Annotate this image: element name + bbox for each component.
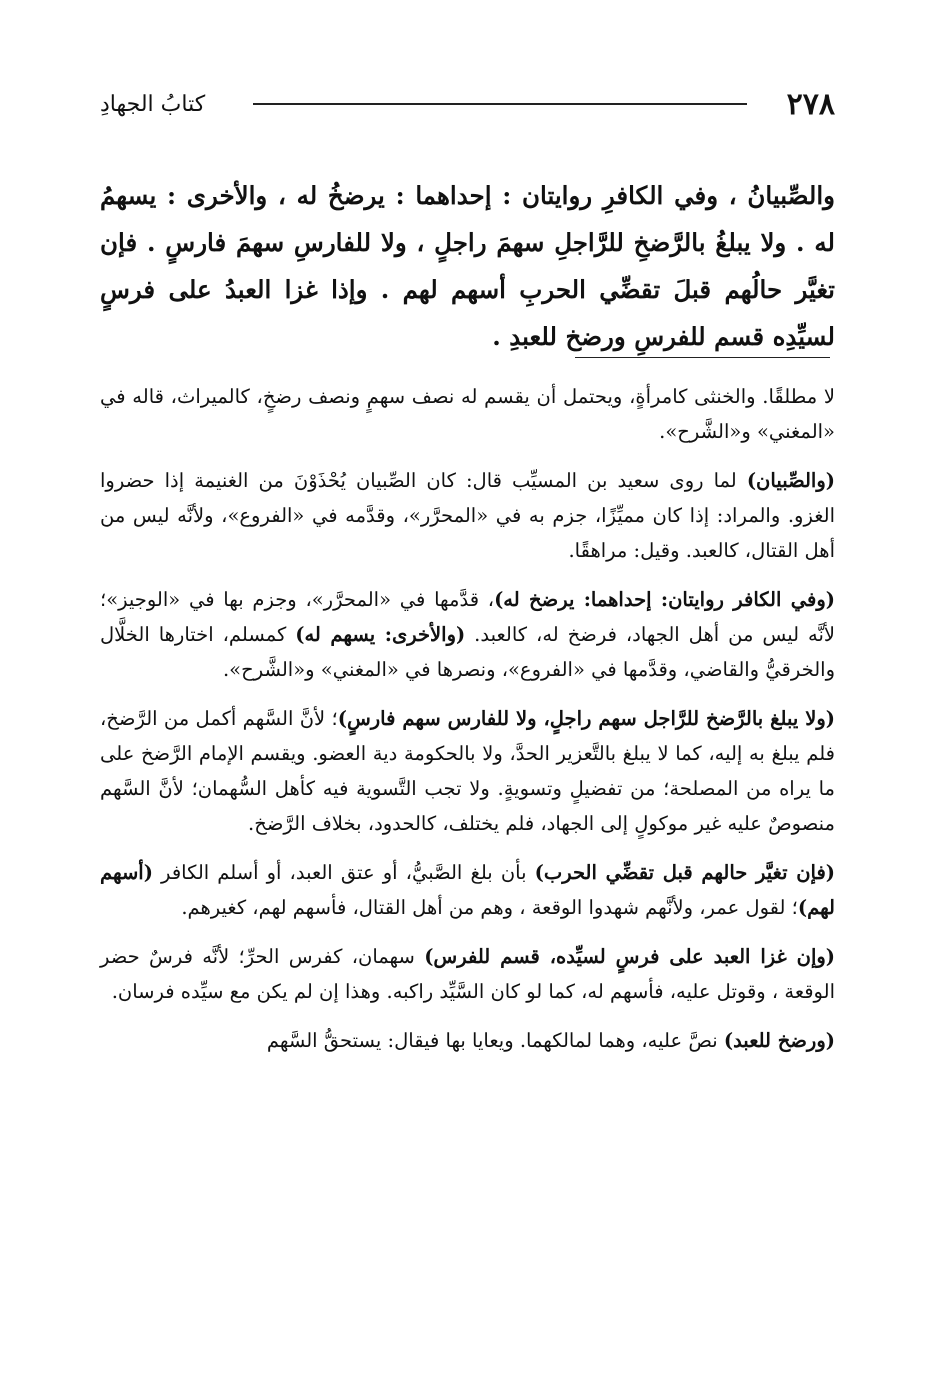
commentary-text: بأن بلغ الصَّبيُّ، أو عتق العبد، أو أسلم الكافر — [152, 861, 535, 884]
quoted-main-text: (وفي الكافر روايتان: إحداهما: يرضخ له) — [494, 588, 835, 611]
quoted-main-text: (والأخرى: يسهم له) — [295, 623, 466, 646]
quoted-main-text: (فإن تغيَّر حالهم قبل تقضِّي الحرب) — [534, 861, 836, 884]
commentary-paragraph — [100, 1023, 835, 1058]
page-header — [100, 86, 835, 122]
commentary-text: ؛ لأنَّ السَّهم أكمل من الرَّضخ، فلم يبلغ به إليه، كما لا يبلغ بالتَّعزير الحدَّ، ولا بالحكومة دية العضو. ويقسم الإمام الرَّضخ على ما يراه من المصلحة؛ من تفضيلٍ وتسويةٍ. ولا تجب التَّسوية فيه كأهل السُّهمان؛ لأنَّ السَّهم منصوصٌ عليه غير موكولٍ إلى الجهاد، فلم يختلف، كالحدود، بخلاف الرَّضخ. — [100, 707, 835, 835]
main-text — [100, 172, 835, 360]
main-text-paragraph: والصِّبيانُ ، وفي الكافرِ روايتان : إحداهما : يرضخُ له ، والأخرى : يسهمُ له . ولا يبلغُ بالرَّضخِ للرَّاجلِ سهمَ راجلٍ ، ولا للفارسِ سهمَ فارسٍ . فإن تغيَّر حالُهم قبلَ تقضِّي الحربِ أسهم لهم . وإذا غزا العبدُ على فرسٍ لسيِّدِه قسم للفرسِ ورضخ للعبدِ . — [100, 181, 835, 351]
commentary-text: ، قدَّمها في «المحرَّر»، وجزم بها في «الوجيز»؛ لأنَّه ليس من أهل الجهاد، فرضخ له، كالعبد. — [100, 588, 835, 646]
commentary-text: لا مطلقًا. والخنثى كامرأةٍ، ويحتمل أن يقسم له نصف سهمٍ ونصف رضخٍ، كالميراث، قاله في «المغني» و«الشَّرح». — [100, 385, 835, 443]
commentary-paragraph — [100, 379, 835, 449]
quoted-main-text: (ورضخ للعبد) — [723, 1029, 835, 1052]
commentary-paragraph — [100, 701, 835, 841]
quoted-main-text: (ولا يبلغ بالرَّضخ للرَّاجل سهم راجلٍ، ولا للفارس سهم فارسٍ) — [337, 707, 835, 730]
quoted-main-text: (وإن غزا العبد على فرسٍ لسيِّده، قسم للفرس) — [424, 945, 835, 968]
header-rule — [253, 103, 746, 105]
commentary-paragraph — [100, 939, 835, 1009]
commentary-text: كمسلم، اختارها الخلَّال والخرقيُّ والقاضي، وقدَّمها في «الفروع»، ونصرها في «المغني» و«الشَّرح». — [100, 623, 835, 681]
section-divider — [575, 357, 830, 358]
quoted-main-text: (أسهم لهم) — [100, 861, 835, 919]
book-title: كتابُ الجهادِ — [100, 91, 206, 117]
commentary — [100, 379, 835, 1072]
commentary-text: سهمان، كفرس الحرِّ؛ لأنَّه فرسٌ حضر الوقعة ، وقوتل عليه، فأسهم له، كما لو كان السَّيِّد راكبه. وهذا إن لم يكن مع سيِّده فرسان. — [100, 945, 835, 1003]
quoted-main-text: (والصِّبيان) — [746, 469, 835, 492]
page-number: ٢٧٨ — [786, 86, 835, 122]
commentary-paragraph — [100, 855, 835, 925]
commentary-text: نصَّ عليه، وهما لمالكهما. ويعايا بها فيقال: يستحقُّ السَّهم — [266, 1029, 724, 1052]
commentary-text: ؛ لقول عمر، ولأنَّهم شهدوا الوقعة ، وهم من أهل القتال، فأسهم لهم، كغيرهم. — [181, 896, 798, 919]
commentary-paragraph — [100, 582, 835, 687]
commentary-paragraph — [100, 463, 835, 568]
commentary-text: لما روى سعيد بن المسيِّب قال: كان الصِّبيان يُحْذَوْنَ من الغنيمة إذا حضروا الغزو. والمراد: إذا كان مميِّزًا، جزم به في «المحرَّر»، وقدَّمه في «الفروع»، ولأنَّه ليس من أهل القتال، كالعبد. وقيل: مراهقًا. — [100, 469, 835, 562]
